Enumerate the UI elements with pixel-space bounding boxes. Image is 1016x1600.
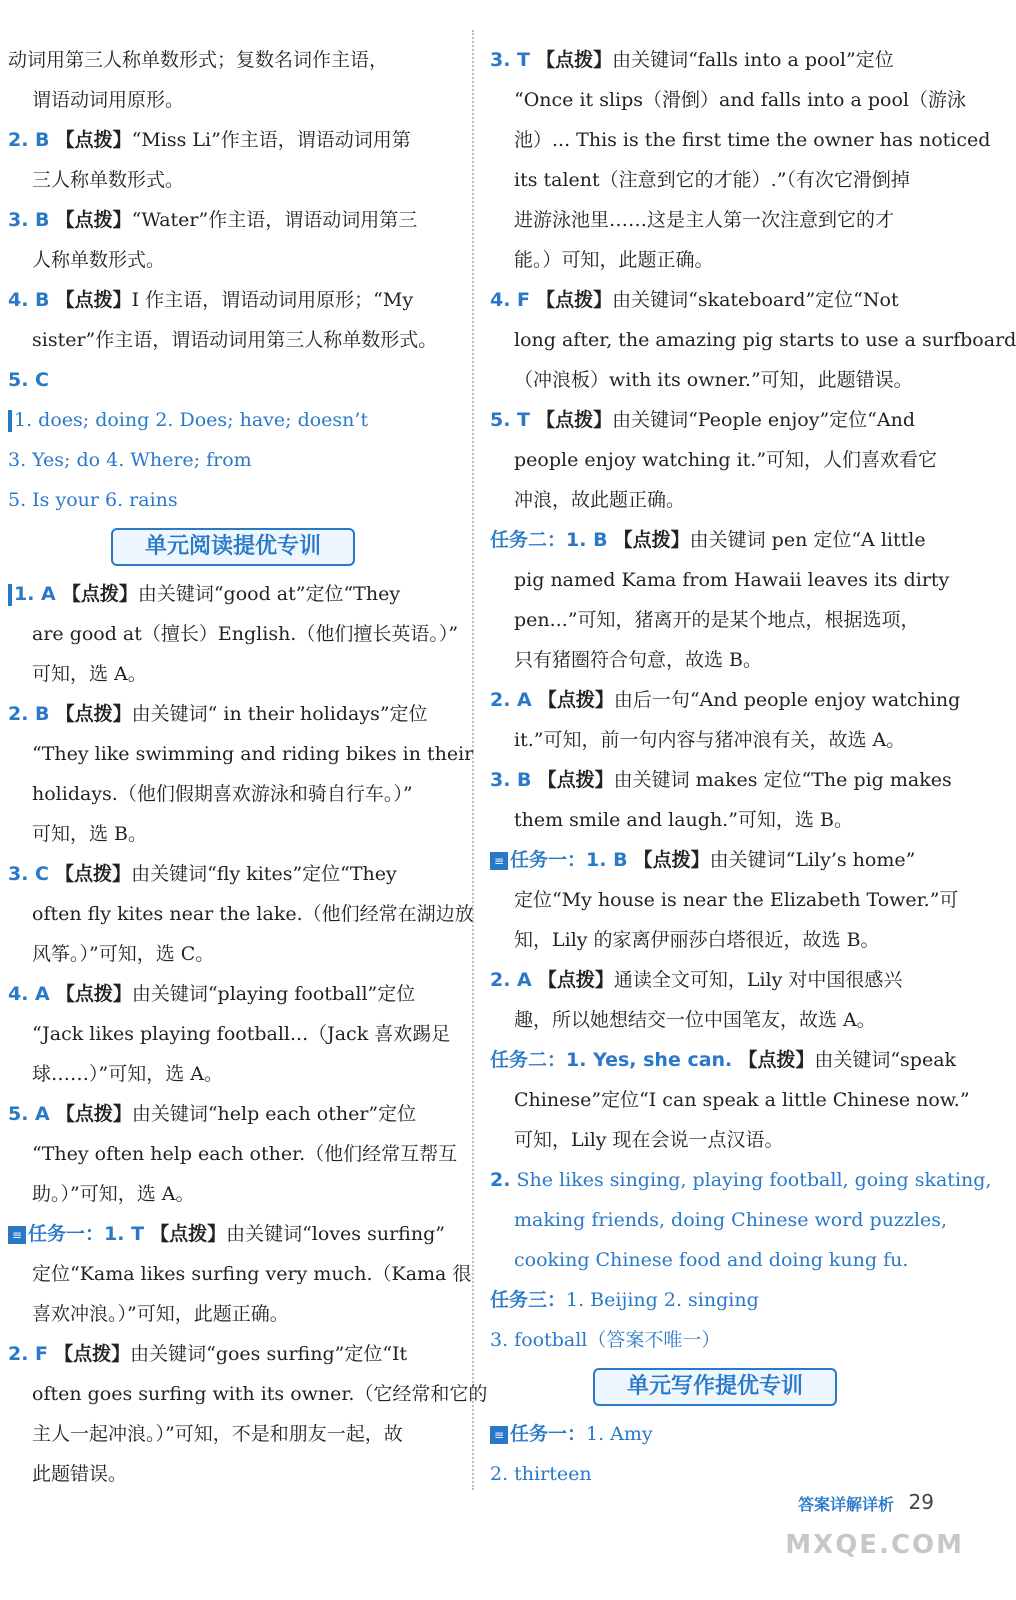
answer-number: 1. B: [566, 529, 608, 551]
answer-entry: [490, 1040, 970, 1160]
answer-number: 3. B: [490, 769, 532, 791]
answer-number: 3. B: [8, 209, 50, 231]
entry-text: 由关键词“speak: [814, 1049, 957, 1071]
entry-text: 由关键词“goes surfing”定位“It: [130, 1343, 408, 1365]
entry-text: 3. football: [490, 1329, 588, 1351]
answer-number: 2. F: [8, 1343, 49, 1365]
answer-entry: [490, 960, 940, 1040]
tip-label: 【点拨】: [55, 289, 132, 311]
tip-label: 【点拨】: [738, 1049, 815, 1071]
section-marker-icon: ≡: [490, 1426, 508, 1444]
right-column: [490, 40, 1016, 1494]
entry-text: 由关键词“falls into a pool”定位: [612, 49, 894, 71]
tip-label: 【点拨】: [55, 983, 132, 1005]
entry-text: “Miss Li”作主语，谓语动词用第: [131, 129, 411, 151]
entry-text: 人称单数形式。: [32, 249, 166, 271]
answer-entry: [8, 1214, 472, 1334]
answer-entry: [490, 280, 1016, 400]
entry-text: I 作主语，谓语动词用原形；“My: [131, 289, 414, 311]
answer-number: 4. B: [8, 289, 50, 311]
tip-label: 【点拨】: [55, 863, 132, 885]
tip-label: 【点拨】: [537, 769, 614, 791]
entry-text: 能。）可知，此题正确。: [514, 249, 714, 271]
answer-entry: [8, 974, 458, 1094]
entry-text: 可知，选 B。: [32, 823, 148, 845]
fill-line: 3. Yes; do 4. Where; from: [8, 449, 252, 471]
answer-entry: [8, 694, 474, 854]
answer-number: 5. T: [490, 409, 531, 431]
task-label: 任务一：: [510, 1423, 587, 1445]
answer-number: 5. A: [8, 1103, 50, 1125]
answer-number: 2.: [490, 1169, 511, 1191]
entry-text: 动词用第三人称单数形式；复数名词作主语，: [8, 49, 389, 71]
answer-number: 5. C: [8, 369, 49, 391]
entry-text: 喜欢冲浪。）”可知，此题正确。: [32, 1303, 289, 1325]
answer-number: 1. Yes, she can.: [566, 1049, 733, 1071]
entry-text: 通读全文可知，Lily 对中国很感兴: [613, 969, 903, 991]
entry-text: Chinese”定位“I can speak a little Chinese now.”: [514, 1089, 970, 1111]
answer-number: 2. B: [8, 129, 50, 151]
watermark: MXQE.COM: [785, 1530, 964, 1560]
entry-text: 由关键词“Lily’s home”: [709, 849, 916, 871]
entry-text: 由关键词“skateboard”定位“Not: [612, 289, 899, 311]
entry-text: 趣，所以她想结交一位中国笔友，故选 A。: [514, 1009, 876, 1031]
answer-number: 4. F: [490, 289, 531, 311]
answer-entry: [490, 40, 991, 280]
entry-text: are good at（擅长）English.（他们擅长英语。）”: [32, 623, 459, 645]
entry-text: 由关键词“People enjoy”定位“And: [612, 409, 916, 431]
entry-text: 谓语动词用原形。: [32, 89, 185, 111]
entry-text: its talent（注意到它的才能）.”（有次它滑倒掉: [514, 169, 910, 191]
entry-text: them smile and laugh.”可知，选 B。: [514, 809, 853, 831]
left-column: [8, 40, 488, 1494]
entry-text: 由关键词“fly kites”定位“They: [131, 863, 397, 885]
entry-text: 1. Amy: [586, 1423, 653, 1445]
task-label: 任务一：: [510, 849, 587, 871]
answer-number: 3. T: [490, 49, 531, 71]
answer-entry: [490, 680, 961, 760]
entry-text: 可知，选 A。: [32, 663, 147, 685]
entry-text: 知，Lily 的家离伊丽莎白塔很近，故选 B。: [514, 929, 880, 951]
entry-text: （冲浪板）with its owner.”可知，此题错误。: [514, 369, 913, 391]
entry-text: She likes singing, playing football, going skating,: [516, 1169, 992, 1191]
answer-entry: [8, 854, 474, 974]
fill-line: 5. Is your 6. rains: [8, 489, 178, 511]
entry-text: 池）... This is the first time the owner has noticed: [514, 129, 991, 151]
entry-text: pig named Kama from Hawaii leaves its dirty: [514, 569, 950, 591]
entry-text: 进游泳池里……这是主人第一次注意到它的才: [514, 209, 895, 231]
section-marker-icon: ≡: [490, 852, 508, 870]
entry-text: 球……）”可知，选 A。: [32, 1063, 223, 1085]
section-marker-icon: [8, 584, 12, 606]
answer-number: 2. A: [490, 969, 532, 991]
tip-label: 【点拨】: [536, 409, 613, 431]
answer-number: 4. A: [8, 983, 50, 1005]
entry-text: 助。）”可知，选 A。: [32, 1183, 195, 1205]
entry-text: “Jack likes playing football...（Jack 喜欢踢足: [32, 1023, 451, 1045]
entry-text: 由后一句“And people enjoy watching: [613, 689, 961, 711]
answer-entry: [490, 1160, 992, 1280]
fill-answers: [8, 400, 458, 520]
answer-number: 1. B: [586, 849, 628, 871]
answer-entry: [490, 1280, 940, 1360]
task-label: 任务二：: [490, 1049, 567, 1071]
entry-text: often goes surfing with its owner.（它经常和它的: [32, 1383, 488, 1405]
tip-label: 【点拨】: [55, 1103, 132, 1125]
task-label: 任务一：: [28, 1223, 105, 1245]
entry-text: 定位“Kama likes surfing very much.（Kama 很: [32, 1263, 472, 1285]
section-title-writing: 单元写作提优专训: [593, 1368, 837, 1406]
tip-label: 【点拨】: [55, 209, 132, 231]
entry-text: “Water”作主语，谓语动词用第三: [131, 209, 418, 231]
entry-text: pen...”可知，猪离开的是某个地点，根据选项，: [514, 609, 920, 631]
tip-label: 【点拨】: [633, 849, 710, 871]
answer-number: 1. A: [14, 583, 56, 605]
answer-entry: [490, 1414, 940, 1494]
tip-label: 【点拨】: [55, 703, 132, 725]
entry-text: 2. thirteen: [490, 1463, 592, 1485]
entry-text: often fly kites near the lake.（他们经常在湖边放: [32, 903, 474, 925]
tip-label: 【点拨】: [61, 583, 138, 605]
tip-label: 【点拨】: [537, 969, 614, 991]
task-label: 任务二：: [490, 529, 567, 551]
answer-entry: [490, 760, 952, 840]
entry-text: “They often help each other.（他们经常互帮互: [32, 1143, 458, 1165]
entry-text: 三人称单数形式。: [32, 169, 185, 191]
answer-entry: [8, 1334, 488, 1494]
entry-text: 由关键词“playing football”定位: [131, 983, 416, 1005]
answer-entry: [8, 360, 458, 400]
answer-number: 2. A: [490, 689, 532, 711]
answer-entry: [8, 120, 458, 200]
tip-label: 【点拨】: [537, 689, 614, 711]
fill-line: 1. does; doing 2. Does; have; doesn’t: [14, 409, 369, 431]
entry-text: 风筝。）”可知，选 C。: [32, 943, 215, 965]
answer-entry: [8, 574, 458, 694]
entry-text: it.”可知，前一句内容与猪冲浪有关，故选 A。: [514, 729, 906, 751]
tip-label: 【点拨】: [536, 289, 613, 311]
section-title-reading: 单元阅读提优专训: [111, 528, 355, 566]
answer-entry: [8, 1094, 458, 1214]
entry-text: 主人一起冲浪。）”可知，不是和朋友一起，故: [32, 1423, 403, 1445]
entry-text: 1. Beijing 2. singing: [566, 1289, 759, 1311]
entry-text: 由关键词“ in their holidays”定位: [131, 703, 428, 725]
answer-entry: [490, 520, 950, 680]
entry-text: 定位“My house is near the Elizabeth Tower.”可: [514, 889, 959, 911]
entry-text: “Once it slips（滑倒）and falls into a pool（游泳: [514, 89, 967, 111]
tip-label: 【点拨】: [613, 529, 690, 551]
entry-text: 由关键词 pen 定位“A little: [689, 529, 926, 551]
answer-entry: [8, 280, 458, 360]
entry-text: 由关键词“help each other”定位: [131, 1103, 417, 1125]
answer-number: 1. T: [104, 1223, 145, 1245]
entry-text: “They like swimming and riding bikes in their: [32, 743, 474, 765]
entry-text: sister”作主语，谓语动词用第三人称单数形式。: [32, 329, 438, 351]
entry-text: 此题错误。: [32, 1463, 128, 1485]
page-number: 29: [908, 1490, 934, 1514]
tip-label: 【点拨】: [150, 1223, 227, 1245]
section-marker-icon: [8, 410, 12, 432]
entry-text: 由关键词“loves surfing”: [226, 1223, 445, 1245]
entry-text: 由关键词 makes 定位“The pig makes: [613, 769, 952, 791]
answer-entry: [8, 200, 458, 280]
tip-label: 【点拨】: [55, 129, 132, 151]
entry-text: 可知，Lily 现在会说一点汉语。: [514, 1129, 784, 1151]
entry-text: 只有猪圈符合句意，故选 B。: [514, 649, 763, 671]
answer-entry: [8, 40, 458, 120]
answer-number: 2. B: [8, 703, 50, 725]
entry-text: holidays.（他们假期喜欢游泳和骑自行车。）”: [32, 783, 413, 805]
entry-text: long after, the amazing pig starts to use a surfboard: [514, 329, 1016, 351]
tip-label: 【点拨】: [536, 49, 613, 71]
entry-text: 由关键词“good at”定位“They: [137, 583, 401, 605]
entry-text: cooking Chinese food and doing kung fu.: [514, 1249, 909, 1271]
task-label: 任务三：: [490, 1289, 567, 1311]
answer-entry: [490, 400, 940, 520]
entry-text: 冲浪，故此题正确。: [514, 489, 686, 511]
tip-label: 【点拨】: [54, 1343, 131, 1365]
entry-text: people enjoy watching it.”可知，人们喜欢看它: [514, 449, 938, 471]
section-marker-icon: ≡: [8, 1226, 26, 1244]
answer-entry: [490, 840, 959, 960]
answer-number: 3. C: [8, 863, 49, 885]
footer-brand: 答案详解详析: [797, 1495, 894, 1514]
entry-text: making friends, doing Chinese word puzzles,: [514, 1209, 948, 1231]
entry-note: （答案不唯一）: [587, 1329, 721, 1351]
